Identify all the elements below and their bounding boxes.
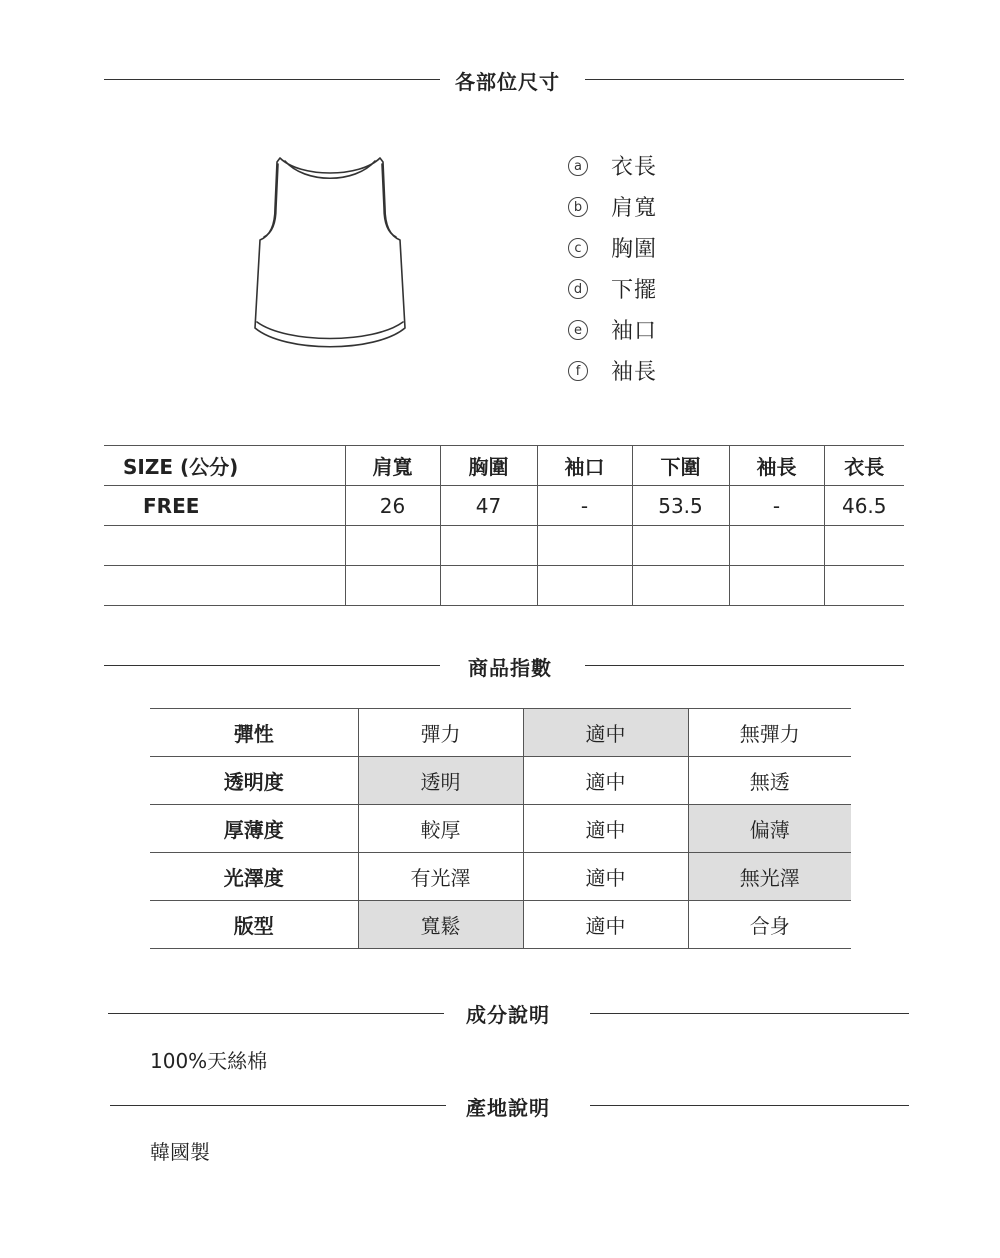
legend-label: 袖口 — [611, 319, 658, 344]
size-cell: - — [729, 486, 824, 526]
legend-mark: a — [568, 156, 588, 176]
index-option: 有光澤 — [358, 853, 523, 901]
index-option: 無透 — [688, 757, 851, 805]
index-row — [150, 757, 851, 805]
size-cell: 53.5 — [632, 486, 729, 526]
size-table-row — [104, 526, 904, 566]
size-cell — [729, 566, 824, 606]
size-cell — [824, 526, 904, 566]
size-cell — [104, 526, 345, 566]
material-section-title: 成分說明 — [466, 1003, 550, 1027]
tank-top-illustration — [245, 148, 415, 358]
size-table-row — [104, 486, 904, 526]
legend-item — [568, 145, 657, 186]
origin-section-title: 產地說明 — [466, 1096, 550, 1120]
size-cell — [440, 566, 537, 606]
index-label: 版型 — [150, 901, 358, 949]
material-text: 100%天絲棉 — [150, 1049, 268, 1073]
legend-label: 下擺 — [611, 278, 658, 303]
size-cell — [104, 566, 345, 606]
legend-label: 肩寬 — [611, 196, 658, 221]
legend-mark: f — [568, 361, 588, 381]
measure-section-title: 各部位尺寸 — [455, 70, 560, 94]
size-cell — [345, 526, 440, 566]
index-label: 光澤度 — [150, 853, 358, 901]
index-rule-left — [104, 665, 440, 666]
index-row — [150, 901, 851, 949]
index-option: 適中 — [523, 709, 688, 757]
index-row — [150, 805, 851, 853]
index-option: 適中 — [523, 853, 688, 901]
legend-item — [568, 350, 657, 391]
size-header-cell: 衣長 — [824, 446, 904, 486]
material-rule-right — [590, 1013, 909, 1014]
index-row — [150, 709, 851, 757]
size-cell — [729, 526, 824, 566]
legend-item — [568, 268, 657, 309]
measure-rule-left — [104, 79, 440, 80]
size-cell — [440, 526, 537, 566]
index-option: 彈力 — [358, 709, 523, 757]
index-option: 透明 — [358, 757, 523, 805]
size-cell: 46.5 — [824, 486, 904, 526]
size-header-cell: 下圍 — [632, 446, 729, 486]
origin-rule-left — [110, 1105, 446, 1106]
origin-text: 韓國製 — [150, 1140, 210, 1164]
legend-item — [568, 309, 657, 350]
size-table-row — [104, 566, 904, 606]
index-label: 厚薄度 — [150, 805, 358, 853]
size-header-cell: 袖口 — [537, 446, 632, 486]
index-option: 適中 — [523, 901, 688, 949]
index-option: 適中 — [523, 805, 688, 853]
legend-mark: b — [568, 197, 588, 217]
index-option: 寬鬆 — [358, 901, 523, 949]
size-header-cell: 肩寬 — [345, 446, 440, 486]
size-cell — [632, 566, 729, 606]
measure-legend — [568, 145, 657, 391]
measure-rule-right — [585, 79, 904, 80]
size-header-cell: 胸圍 — [440, 446, 537, 486]
size-header-cell: 袖長 — [729, 446, 824, 486]
index-option: 合身 — [688, 901, 851, 949]
material-rule-left — [108, 1013, 444, 1014]
size-cell — [632, 526, 729, 566]
size-cell — [824, 566, 904, 606]
index-option: 無彈力 — [688, 709, 851, 757]
index-section-title: 商品指數 — [468, 656, 552, 680]
index-option: 無光澤 — [688, 853, 851, 901]
legend-label: 衣長 — [611, 155, 658, 180]
index-label: 透明度 — [150, 757, 358, 805]
index-row — [150, 853, 851, 901]
size-cell: FREE — [104, 486, 345, 526]
size-cell: 26 — [345, 486, 440, 526]
legend-label: 胸圍 — [611, 237, 658, 262]
index-label: 彈性 — [150, 709, 358, 757]
index-option: 偏薄 — [688, 805, 851, 853]
product-index-table — [150, 708, 851, 949]
size-cell — [537, 566, 632, 606]
size-cell: - — [537, 486, 632, 526]
index-option: 較厚 — [358, 805, 523, 853]
legend-mark: d — [568, 279, 588, 299]
size-table — [104, 445, 904, 606]
size-header-cell: SIZE (公分) — [104, 446, 345, 486]
index-rule-right — [585, 665, 904, 666]
legend-label: 袖長 — [611, 360, 658, 385]
index-option: 適中 — [523, 757, 688, 805]
legend-mark: c — [568, 238, 588, 258]
size-cell — [537, 526, 632, 566]
legend-mark: e — [568, 320, 588, 340]
size-cell — [345, 566, 440, 606]
legend-item — [568, 227, 657, 268]
size-cell: 47 — [440, 486, 537, 526]
size-table-header-row — [104, 446, 904, 486]
legend-item — [568, 186, 657, 227]
origin-rule-right — [590, 1105, 909, 1106]
